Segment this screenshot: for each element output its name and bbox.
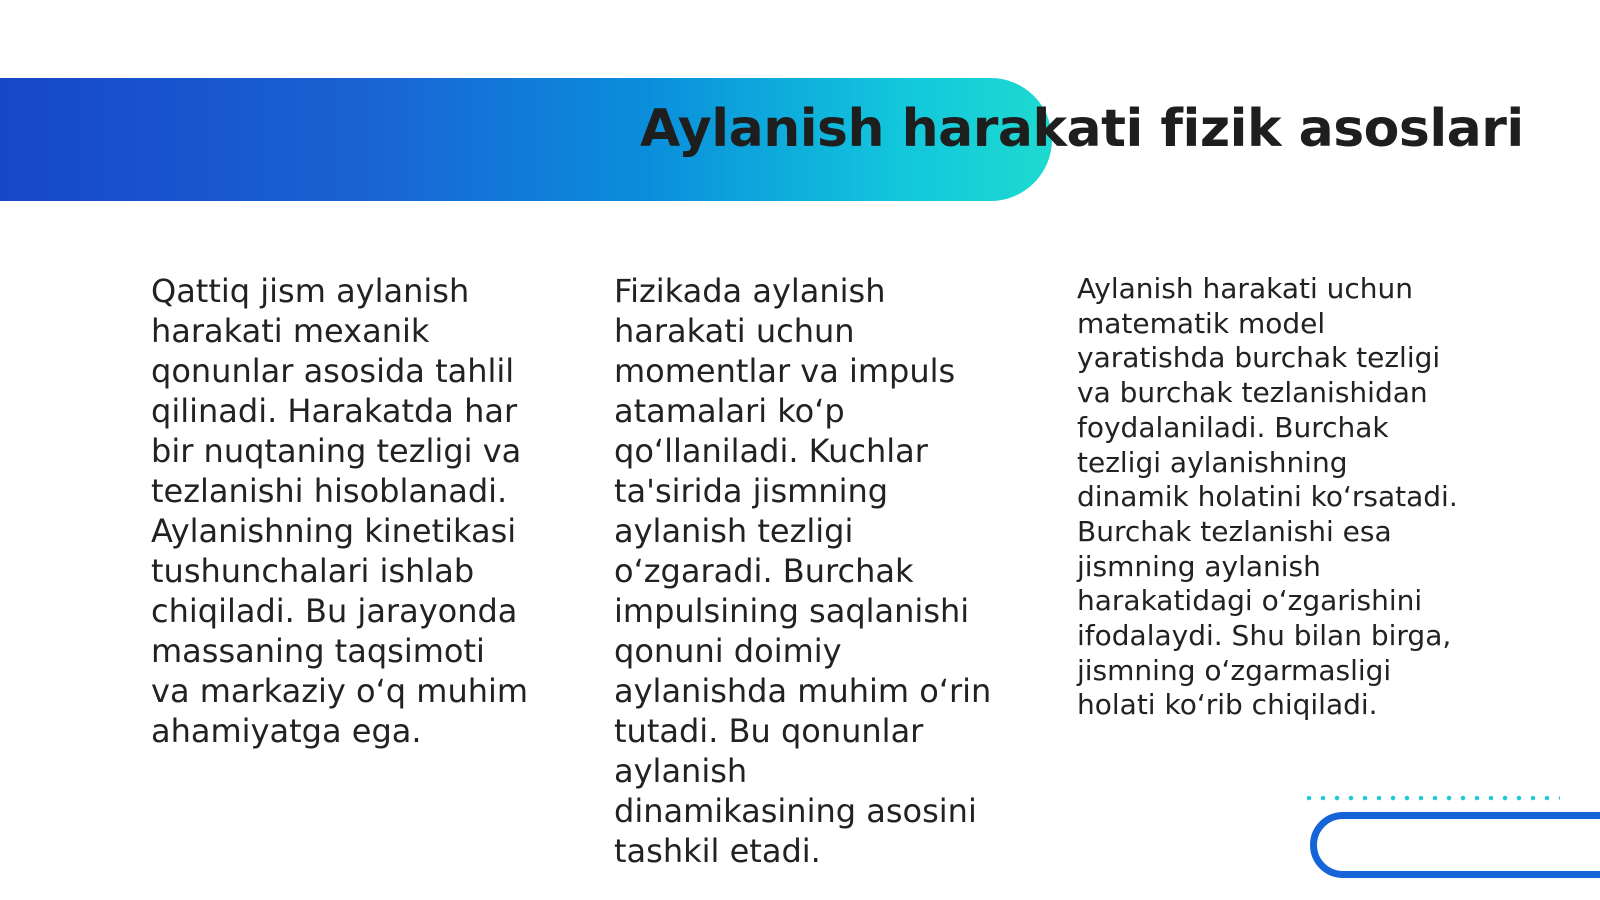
text-column-1: Qattiq jism aylanish harakati mexanik qonunlar asosida tahlil qilinadi. Harakatda har bir nuqtaning tezligi va tezlanishi hisoblanadi. Aylanishning kinetikasi tushunchalari ishlab chiqiladi. Bu jarayonda massaning taqsimoti va markaziy o‘q muhim ahamiyatga ega.: [151, 272, 529, 750]
decorative-dots: [1302, 795, 1560, 801]
text-column-3: Aylanish harakati uchun matematik model yaratishda burchak tezligi va burchak tezlanishidan foydalaniladi. Burchak tezligi aylanishning dinamik holatini ko‘rsatadi. Burchak tezlanishi esa jismning aylanish harakatidagi o‘zgarishini ifodalaydi. Shu bilan birga, jismning o‘zgarmasligi holati ko‘rib chiqiladi.: [1077, 272, 1458, 722]
decorative-pill-outline: [1310, 812, 1600, 878]
text-column-2: Fizikada aylanish harakati uchun momentlar va impuls atamalari ko‘p qo‘llaniladi. Kuchlar ta'sirida jismning aylanish tezligi o‘zgaradi. Burchak impulsining saqlanishi qonuni doimiy aylanishda muhim o‘rin tutadi. Bu qonunlar aylanish dinamikasining asosini tashkil etadi.: [614, 272, 992, 870]
slide-title: Aylanish harakati fizik asoslari: [640, 99, 1524, 159]
